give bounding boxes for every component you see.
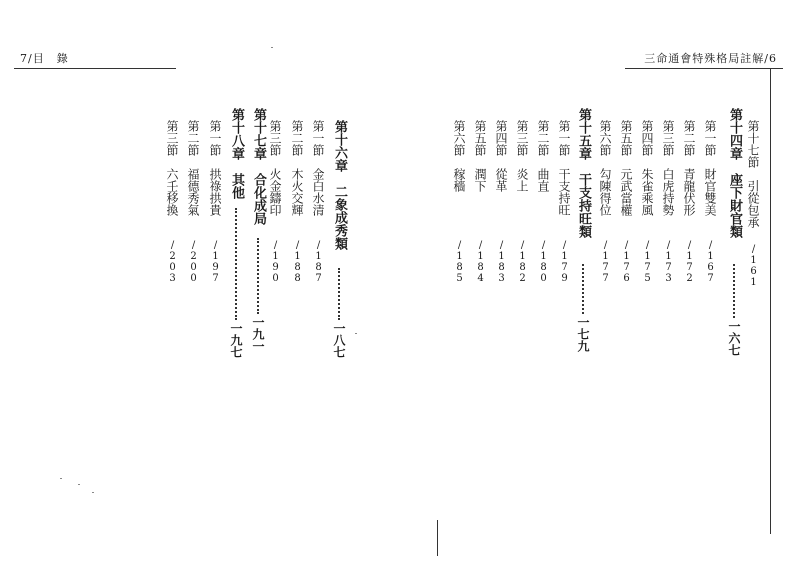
toc-entry-label: 第二節 曲直 [536,120,550,192]
toc-entry-section [164,0,180,300]
toc-entry-label: 第四節 朱雀乘風 [640,120,654,216]
toc-entry-page: /200 [188,240,199,284]
toc-entry-section [185,0,201,300]
scan-speck [92,492,94,493]
toc-entry-section [514,0,530,310]
toc-entry-chapter-16 [331,0,347,370]
toc-entry-chapter-17 [250,0,266,370]
toc-entry-label: 第三節 白虎持勢 [661,120,675,216]
toc-entry-page: /185 [454,240,465,284]
toc-entry-page: /176 [621,240,632,284]
toc-entry-label: 第三節 炎上 [515,120,529,192]
toc-entry-page: /172 [684,240,695,284]
toc-entry-page: 一八七 [332,322,346,358]
left-header-rule [14,68,176,69]
toc-entry-page: 一六七 [727,320,741,356]
left-page-fold-rule [437,520,438,556]
toc-entry-section [289,0,305,300]
toc-entry-page: /167 [705,240,716,284]
toc-entry-section [618,0,634,310]
toc-entry-section [451,0,467,310]
toc-entry-label: 第一節 財官雙美 [703,120,717,216]
toc-entry-page: /184 [475,240,486,284]
toc-entry-label: 第六節 勾陳得位 [598,120,612,216]
toc-entry-label: 第四節 從革 [494,120,508,192]
toc-entry-page: /161 [748,244,759,288]
toc-entry-section [556,0,572,310]
toc-entry-label: 第十六章 二象成秀類 [332,120,347,250]
toc-entry-label: 第十四章 座下財官類 [727,108,742,238]
toc-entry-label: 第三節 火金鑄印 [268,120,282,216]
toc-entry-chapter-15 [575,0,591,370]
toc-entry-page: /182 [517,240,528,284]
scan-speck [355,333,357,334]
left-running-header: 7/目 錄 [20,52,69,65]
toc-entry-page: 一七九 [576,316,590,352]
scan-speck [78,484,80,485]
toc-entry-page: /203 [167,240,178,284]
toc-entry-label: 第二節 木火交輝 [290,120,304,216]
toc-leader-dots [582,264,584,314]
toc-entry-section [660,0,676,310]
toc-entry-section [493,0,509,310]
toc-entry-label: 第一節 金白水清 [311,120,325,216]
toc-entry-page: /183 [496,240,507,284]
toc-entry-page: /177 [600,240,611,284]
toc-entry-section [267,0,283,300]
toc-leader-dots [235,208,237,320]
toc-entry-label: 第十八章 其他 [229,108,244,199]
toc-entry-section [472,0,488,310]
toc-entry-section [745,0,761,310]
toc-entry-page: /180 [538,240,549,284]
toc-entry-page: /190 [270,240,281,284]
toc-entry-page: /188 [292,240,303,284]
toc-entry-chapter-18 [228,0,244,370]
toc-entry-label: 第十七節 引從包承 [746,120,760,228]
toc-leader-dots [257,238,259,314]
toc-entry-label: 第二節 福德秀氣 [186,120,200,216]
toc-entry-page: 一九一 [251,316,265,352]
toc-entry-chapter-14 [726,0,742,370]
toc-entry-label: 第十五章 干支持旺類 [576,108,591,238]
toc-entry-page: 一九七 [229,322,243,358]
toc-entry-label: 第三節 六壬移換 [165,120,179,216]
toc-entry-page: /187 [313,240,324,284]
toc-entry-section [681,0,697,310]
right-page-edge-rule [770,68,771,534]
toc-entry-section [597,0,613,310]
toc-entry-section [207,0,223,300]
toc-entry-page: /175 [642,240,653,284]
toc-entry-label: 第二節 青龍伏形 [682,120,696,216]
toc-entry-label: 第十七章 合化成局 [251,108,266,225]
toc-leader-dots [338,268,340,320]
scan-speck [60,478,62,479]
toc-leader-dots [733,264,735,318]
right-running-header: 三命通會特殊格局註解/6 [644,52,777,65]
toc-entry-page: /179 [559,240,570,284]
toc-entry-label: 第一節 干支持旺 [557,120,571,216]
toc-entry-section [535,0,551,310]
toc-entry-label: 第五節 元武當權 [619,120,633,216]
toc-entry-label: 第六節 稼穡 [452,120,466,192]
toc-entry-page: /173 [663,240,674,284]
toc-entry-label: 第一節 拱祿拱貴 [208,120,222,216]
scan-speck [271,47,273,48]
toc-entry-section [639,0,655,310]
toc-entry-label: 第五節 潤下 [473,120,487,192]
toc-entry-section [310,0,326,300]
toc-entry-section [702,0,718,310]
toc-entry-page: /197 [210,240,221,284]
